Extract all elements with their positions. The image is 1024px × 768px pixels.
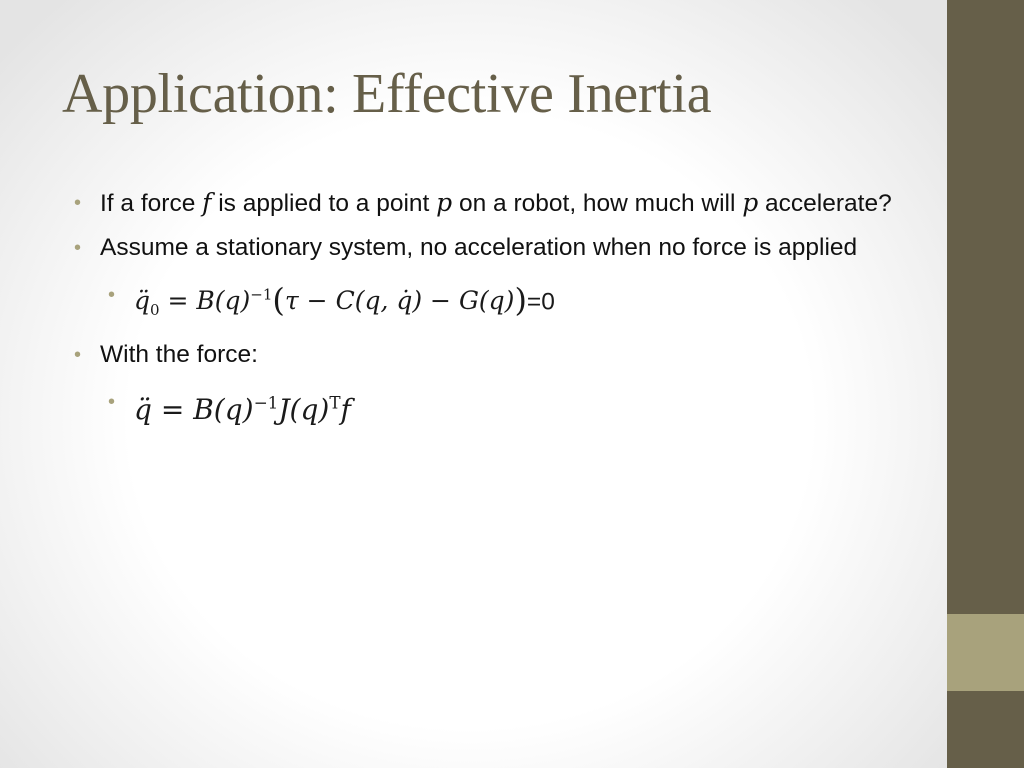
bullet-text-part: on a robot, how much will [452, 190, 743, 217]
bullet-dot-icon: • [108, 391, 116, 414]
math-var-p: p [742, 188, 759, 217]
equation-tail: =0 [526, 288, 555, 316]
bullet-with-force [72, 336, 902, 374]
bullet-dot-icon: • [74, 344, 82, 367]
math-var-f: f [202, 188, 212, 217]
bullet-force-question [72, 184, 902, 223]
math-expression: q̈ = $B(q)^{-1}J(q)^Tf$ [134, 392, 351, 426]
math-expression: $q̈_0 = B(q)^{-1}(\tau - C(q$, q̇) − G(q)) [134, 281, 527, 320]
bullet-stationary-system [72, 229, 902, 267]
bullet-text: Assume a stationary system, no acceleration when no force is applied [100, 234, 858, 261]
sidebar-accent-block [947, 614, 1024, 691]
bullet-dot-icon: • [74, 237, 82, 259]
slide-body [72, 184, 902, 438]
slide-title: Application: Effective Inertia [62, 63, 712, 125]
equation-zero-acceleration [72, 273, 902, 332]
bullet-text-part: accelerate? [758, 190, 892, 217]
bullet-dot-icon: • [74, 192, 82, 214]
bullet-text-part: is applied to a point [211, 190, 437, 217]
math-var-p: p [436, 188, 453, 217]
bullet-text: With the force: [100, 341, 258, 369]
bullet-text-part: If a force [100, 190, 203, 217]
bullet-dot-icon: • [108, 284, 116, 306]
equation-with-force [72, 380, 902, 433]
